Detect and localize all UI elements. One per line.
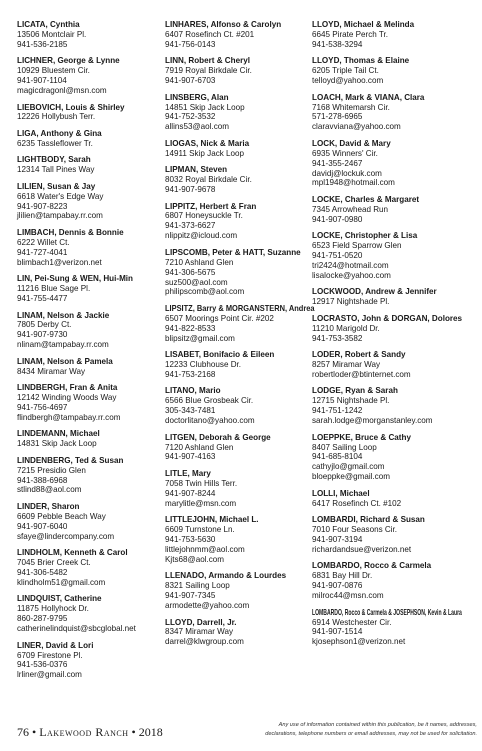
resident-name: LOMBARDO, Rocco & Carmela & JOSEPHSON, Kevin & Laura [312,607,462,617]
directory-entry [17,641,167,681]
email-address: allins53@aol.com [165,122,230,132]
resident-name: LINER, David & Lori [17,640,94,650]
address-line: 8407 Sailing Loop [312,442,377,452]
email-address: tri2424@hotmail.com [312,261,389,270]
directory-entry [17,155,167,175]
resident-name: LOCKE, Charles & Margaret [312,194,420,204]
resident-name: LOEPPKE, Bruce & Cathy [312,432,411,442]
email-address: stlind88@aol.com [17,485,82,495]
phone-number: 941-907-7345 [165,591,216,601]
directory-entry [312,515,462,555]
email-address: blimbach1@verizon.net [17,257,102,267]
resident-name: LITANO, Mario [165,386,221,396]
phone-number: 941-751-1242 [312,406,363,416]
directory-entry [17,129,167,149]
directory-entry [17,548,167,588]
phone-number: 941-536-0376 [17,660,68,670]
resident-name: LIPPITZ, Herbert & Fran [165,201,257,211]
address-line: 6645 Pirate Perch Tr. [312,29,389,39]
phone-number: 941-907-0876 [312,581,363,591]
directory-entry [312,386,462,426]
phone-number: 941-907-9678 [165,185,216,195]
address-line: 6566 Blue Grosbeak Cir. [165,396,254,406]
address-line: 7168 Whitemarsh Cir. [312,102,390,112]
resident-name: LIGHTBODY, Sarah [17,155,91,165]
address-line: 7010 Four Seasons Cir. [312,525,398,535]
email-address: telloyd@yahoo.com [312,76,384,86]
address-line: 12715 Nightshade Pl. [312,396,390,406]
resident-name: LIGA, Anthony & Gina [17,128,102,138]
phone-number: 941-727-4041 [17,247,68,257]
phone-number: 941-907-1104 [17,76,67,86]
resident-name: LINAM, Nelson & Jackie [17,310,110,320]
directory-entry [17,383,167,423]
email-address: milroc44@msn.com [312,591,384,601]
phone-number: 941-306-5482 [17,568,68,577]
resident-name: LIOGAS, Nick & Maria [165,138,250,148]
directory-entry [312,608,462,648]
directory-entry [165,248,315,298]
address-line: 7210 Ashland Glen [165,257,234,267]
directory-column-3 [312,20,462,654]
resident-name: LLOYD, Michael & Melinda [312,20,415,29]
resident-name: LLOYD, Darrell, Jr. [165,617,237,627]
address-line: 6709 Firestone Pl. [17,650,83,660]
directory-entry [17,56,167,96]
address-line: 12917 Nightshade Pl. [312,297,390,307]
email-address: blipsitz@gmail.com [165,333,235,343]
resident-name: LINN, Robert & Cheryl [165,56,250,66]
address-line: 6609 Pebble Beach Way [17,511,106,521]
address-line: 12142 Winding Woods Way [17,393,117,403]
email-address: cathyjlo@gmail.com [312,462,385,472]
resident-name: LITTLEJOHN, Michael L. [165,515,259,525]
directory-entry [165,202,315,242]
resident-name: LIEBOVICH, Louis & Shirley [17,102,125,112]
resident-name: LISABET, Bonifacio & Eileen [165,350,275,360]
phone-number: 305-343-7481 [165,406,216,416]
resident-name: LOMBARDI, Richard & Susan [312,515,425,525]
address-line: 6417 Rosefinch Ct. #102 [312,498,402,508]
resident-name: LITGEN, Deborah & George [165,432,271,442]
phone-number: 941-907-1514 [312,627,363,637]
directory-entry [165,139,315,159]
directory-entry [165,469,315,509]
email-address: lisalocke@yahoo.com [312,270,391,280]
address-line: 6831 Bay Hill Dr. [312,571,373,581]
resident-name: LIMBACH, Dennis & Bonnie [17,227,124,237]
address-line: 10929 Bluestem Cir. [17,66,90,76]
resident-name: LODGE, Ryan & Sarah [312,386,398,396]
email-address: nlinam@tampabay.rr.com [17,340,109,350]
phone-number: 941-755-4477 [17,294,68,303]
directory-column-2 [165,20,315,654]
page-footer [17,722,477,747]
directory-entry [17,182,167,222]
directory-entry [312,561,462,601]
address-line: 6609 Turnstone Ln. [165,525,235,535]
resident-name: LOMBARDO, Rocco & Carmela [312,561,432,571]
address-line: 6235 Tassleflower Tr. [17,138,93,148]
address-line: 8032 Royal Birkdale Cir. [165,175,252,185]
address-line: 6935 Winners' Cir. [312,148,378,158]
resident-name: LOCK, David & Mary [312,138,391,148]
directory-entry [312,287,462,307]
address-line: 12226 Hollybush Terr. [17,112,96,122]
email-address: flindbergh@tampabay.rr.com [17,412,121,422]
directory-entry [312,139,462,189]
address-line: 11216 Blue Sage Pl. [17,284,91,294]
publication-name: Lakewood Ranch [39,725,129,739]
address-line: 12314 Tall Pines Way [17,165,95,175]
directory-entry [17,429,167,449]
phone-number: 941-373-6627 [165,221,216,231]
directory-entry [17,456,167,496]
directory-entry [165,304,315,344]
phone-number: 941-907-6040 [17,521,68,531]
email-address: jlilien@tampabay.rr.com [17,211,103,221]
resident-name: LODER, Robert & Sandy [312,350,406,360]
email-address: bloeppke@gmail.com [312,472,390,482]
resident-name: LIPMAN, Steven [165,165,228,175]
phone-number: 941-306-5675 [165,267,216,277]
phone-number: 941-907-8244 [165,488,216,498]
disclaimer [215,721,477,739]
address-line: 7058 Twin Hills Terr. [165,478,238,488]
disclaimer-line-2: declarations, telephone numbers or email addresses, may not be used for solicitation. [265,731,477,738]
phone-number: 941-538-3294 [312,39,363,49]
address-line: 7120 Ashland Glen [165,442,234,452]
phone-number: 941-907-8223 [17,201,68,211]
phone-number: 941-907-9730 [17,330,68,340]
address-line: 7805 Derby Ct. [17,320,72,330]
phone-number: 860-287-9795 [17,614,68,624]
address-line: 8321 Sailing Loop [165,581,230,591]
resident-name: LINAM, Nelson & Pamela [17,356,113,366]
email-address: robertloder@btinternet.com [312,369,411,379]
email-address: armodette@yahoo.com [165,601,250,611]
email-address: littlejohnmm@aol.com [165,544,245,554]
address-line: 14911 Skip Jack Loop [165,148,245,158]
bullet-separator: • [32,725,37,739]
directory-entry [17,357,167,377]
email-address: darrel@klwgroup.com [165,637,244,647]
phone-number: 941-907-4163 [165,452,216,462]
directory-entry [312,20,462,50]
phone-number: 941-756-4697 [17,402,68,412]
email-address: claravviana@yahoo.com [312,122,401,132]
resident-name: LOLLI, Michael [312,488,370,498]
address-line: 6807 Honeysuckle Tr. [165,211,243,221]
email-address: davidj@lockuk.com [312,168,382,178]
address-line: 7215 Presidio Glen [17,465,86,475]
email-address: doctorlitano@yahoo.com [165,416,255,426]
email-address: klindholm51@gmail.com [17,577,106,587]
phone-number: 941-907-6703 [165,76,216,86]
directory-column-1 [17,20,167,687]
directory-entry [165,386,315,426]
email-address: mpl1948@hotmail.com [312,178,395,188]
resident-name: LIPSITZ, Barry & MORGANSTERN, Andrea [165,303,315,313]
email-address: sarah.lodge@morganstanley.com [312,416,433,426]
address-line: 6205 Triple Tail Ct. [312,66,379,76]
address-line: 8347 Miramar Way [165,627,234,637]
resident-name: LINDENBERG, Ted & Susan [17,455,124,465]
phone-number: 941-536-2185 [17,39,68,49]
directory-entry [17,228,167,268]
resident-name: LICHNER, George & Lynne [17,56,120,66]
email-address: suz500@aol.com [165,277,228,287]
directory-entry [165,618,315,648]
resident-name: LIN, Pei-Sung & WEN, Hui-Min [17,274,133,284]
phone-number: 941-753-5630 [165,535,216,544]
directory-entry [165,93,315,133]
email-address: kjosephson1@verizon.net [312,637,406,647]
resident-name: LINSBERG, Alan [165,92,229,102]
resident-name: LOACH, Mark & VIANA, Clara [312,92,425,102]
bullet-separator: • [131,725,136,739]
address-line: 6523 Field Sparrow Glen [312,241,402,251]
phone-number: 941-822-8533 [165,323,216,333]
phone-number: 941-753-3582 [312,333,363,343]
email-address: sfaye@lindercompany.com [17,531,115,541]
resident-name: LINDEMANN, Michael [17,429,100,439]
directory-entry [165,20,315,50]
email-address: marylitle@msn.com [165,498,237,508]
phone-number: 941-756-0143 [165,39,216,49]
email-address: lrliner@gmail.com [17,670,82,680]
directory-entry [312,231,462,281]
address-line: 12233 Clubhouse Dr. [165,360,242,370]
disclaimer-line-1: Any use of information contained within this publication, be it names, addresses, [278,722,477,728]
resident-name: LINHARES, Alfonso & Carolyn [165,20,282,29]
directory-entry [17,20,167,50]
resident-name: LOCKE, Christopher & Lisa [312,231,418,241]
address-line: 11875 Hollyhock Dr. [17,604,89,614]
directory-entry [312,56,462,86]
phone-number: 941-753-2168 [165,369,216,379]
address-line: 14831 Skip Jack Loop [17,439,97,449]
address-line: 6618 Water's Edge Way [17,191,104,201]
address-line: 8434 Miramar Way [17,366,86,376]
directory-entry [312,350,462,380]
directory-entry [312,195,462,225]
address-line: 7919 Royal Birkdale Cir. [165,66,252,76]
address-line: 7345 Arrowhead Run [312,204,389,214]
address-line: 6914 Westchester Cir. [312,617,392,627]
directory-entry [17,274,167,304]
phone-number: 941-752-3532 [165,112,216,122]
email-address: philipscomb@aol.com [165,287,245,297]
resident-name: LINDQUIST, Catherine [17,594,102,604]
page-number: 76 [17,725,29,739]
address-line: 11210 Marigold Dr. [312,323,380,333]
address-line: 14851 Skip Jack Loop [165,102,245,112]
email-address: magicdragonl@msn.com [17,86,107,96]
resident-name: LINDBERGH, Fran & Anita [17,383,118,393]
phone-number: 941-388-6968 [17,475,68,485]
phone-number: 941-685-8104 [312,452,363,462]
directory-entry [165,515,315,565]
address-line: 7045 Brier Creek Ct. [17,558,91,568]
directory-entry [312,433,462,483]
address-line: 6507 Moorings Point Cir. #202 [165,313,274,323]
resident-name: LOCRASTO, John & DORGAN, Dolores [312,313,463,323]
directory-entry [312,489,462,509]
address-line: 8257 Miramar Way [312,360,381,370]
email-address: richardandsue@verizon.net [312,544,412,554]
email-address: Kjts68@aol.com [165,554,225,564]
phone-number: 941-355-2467 [312,158,363,168]
directory-entry [165,350,315,380]
folio [17,725,163,740]
address-line: 6222 Willet Ct. [17,237,70,247]
directory-entry [17,103,167,123]
resident-name: LILIEN, Susan & Jay [17,181,96,191]
directory-entry [312,314,462,344]
directory-entry [165,433,315,463]
phone-number: 941-907-0980 [312,214,363,224]
publication-year: 2018 [138,725,163,739]
resident-name: LIPSCOMB, Peter & HATT, Suzanne [165,247,301,257]
directory-entry [165,571,315,611]
resident-name: LINDER, Sharon [17,501,80,511]
phone-number: 941-751-0520 [312,251,363,261]
directory-entry [165,165,315,195]
directory-entry [17,502,167,542]
directory-entry [17,311,167,351]
directory-entry [165,56,315,86]
directory-entry [17,594,167,634]
resident-name: LLOYD, Thomas & Elaine [312,56,410,66]
directory-entry [312,93,462,133]
address-line: 6407 Rosefinch Ct. #201 [165,29,255,39]
phone-number: 571-278-6965 [312,112,363,122]
resident-name: LICATA, Cynthia [17,20,80,29]
address-line: 13506 Montclair Pl. [17,29,87,39]
resident-name: LLENADO, Armando & Lourdes [165,571,287,581]
email-address: catherinelindquist@sbcglobal.net [17,624,136,634]
email-address: nlippitz@icloud.com [165,231,238,241]
resident-name: LINDHOLM, Kenneth & Carol [17,548,128,558]
phone-number: 941-907-3194 [312,535,363,544]
resident-name: LOCKWOOD, Andrew & Jennifer [312,287,437,297]
resident-name: LITLE, Mary [165,468,211,478]
